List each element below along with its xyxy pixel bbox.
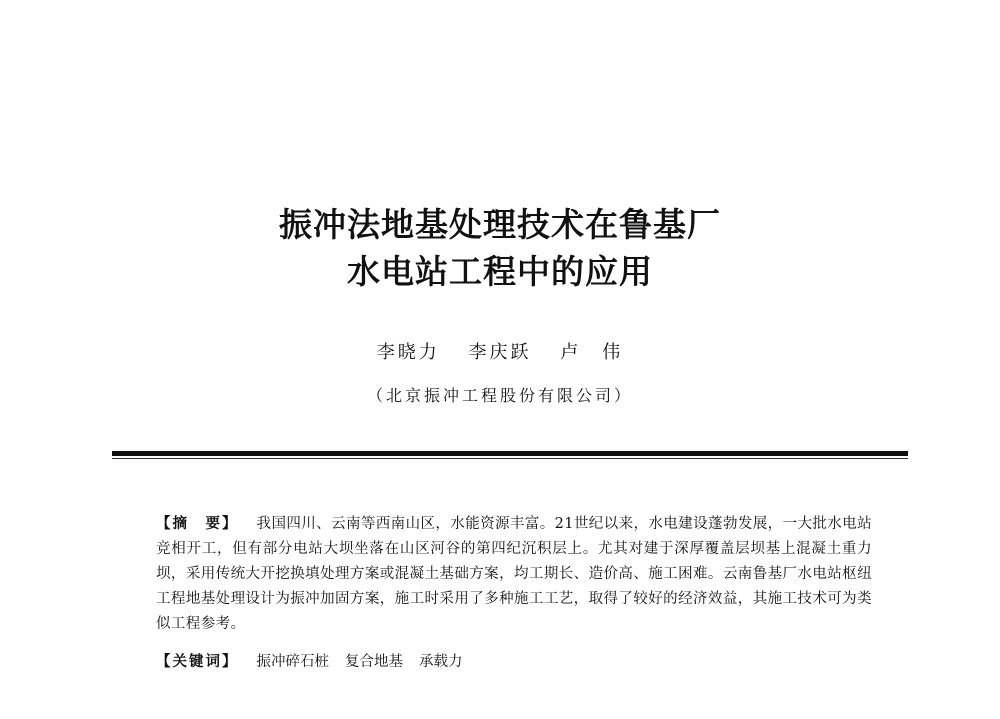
- abstract-label: 【摘 要】: [156, 516, 239, 532]
- keywords-block: [156, 650, 872, 675]
- author-name: 李晓力: [376, 342, 440, 363]
- header-divider-thin: [112, 458, 908, 459]
- author-name: 李庆跃: [468, 342, 532, 363]
- author-list: [0, 340, 1000, 366]
- keyword-item: 承载力: [419, 654, 463, 670]
- author-name: 卢 伟: [560, 342, 624, 363]
- abstract-text: 我国四川、云南等西南山区，水能资源丰富。21世纪以来，水电建设蓬勃发展，一大批水电站竞相开工，但有部分电站大坝坐落在山区河谷的第四纪沉积层上。尤其对建于深厚覆盖层坝基上混凝土重力坝，采用传统大开挖换填处理方案或混凝土基础方案，均工期长、造价高、施工困难。云南鲁基厂水电站枢纽工程地基处理设计为振冲加固方案，施工时采用了多种施工工艺，取得了较好的经济效益，其施工技术可为类似工程参考。: [156, 516, 873, 632]
- header-divider-thick: [112, 451, 908, 456]
- author-affiliation: （北京振冲工程股份有限公司）: [366, 386, 633, 405]
- keywords-label: 【关键词】: [156, 654, 239, 670]
- paper-title-line-2: 水电站工程中的应用: [347, 252, 653, 291]
- paper-title-line-1: 振冲法地基处理技术在鲁基厂: [279, 205, 721, 244]
- abstract-block: [156, 512, 872, 637]
- keyword-item: 复合地基: [345, 654, 403, 670]
- keyword-item: 振冲碎石桩: [256, 654, 329, 670]
